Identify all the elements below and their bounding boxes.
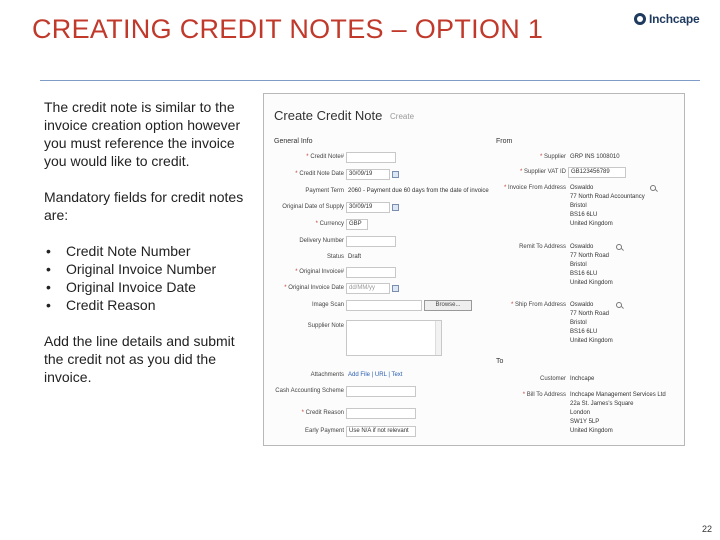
logo-text: Inchcape: [649, 12, 700, 26]
invoice-from-line: United Kingdom: [570, 221, 613, 227]
attachments-links[interactable]: Add File | URL | Text: [348, 372, 403, 378]
calendar-icon[interactable]: [392, 285, 399, 292]
remit-to-line: BS16 6LU: [570, 271, 598, 277]
browse-button[interactable]: Browse...: [424, 300, 472, 311]
invoice-from-line: 77 North Road Accountancy: [570, 194, 645, 200]
credit-reason-label: * Credit Reason: [264, 410, 344, 416]
delivery-number-label: Delivery Number: [299, 238, 344, 244]
delivery-number-input[interactable]: [346, 236, 396, 247]
invoice-from-line: BS16 6LU: [570, 212, 598, 218]
customer-label: Customer: [539, 376, 566, 382]
list-item: • Original Invoice Date: [46, 279, 196, 295]
image-scan-label: Image Scan: [311, 302, 344, 308]
original-date-supply-label: Original Date of Supply: [282, 204, 344, 210]
create-credit-note-screenshot: [263, 93, 685, 446]
intro-text: The credit note is similar to the invoice creation option however you must reference the invoice you would like to credit.: [44, 99, 241, 169]
attachments-label: Attachments: [310, 372, 344, 378]
supplier-note-textarea[interactable]: [346, 320, 442, 356]
invoice-from-line: Bristol: [570, 203, 587, 209]
search-icon[interactable]: [650, 185, 657, 192]
remit-to-label: Remit To Address: [519, 244, 566, 250]
form-title: Create Credit Note: [274, 108, 383, 123]
search-icon[interactable]: [616, 302, 623, 309]
list-item: • Credit Note Number: [46, 243, 191, 259]
bill-to-line: SW1Y 5LP: [570, 419, 600, 425]
credit-note-date-input[interactable]: 30/09/19: [346, 169, 390, 180]
cash-accounting-select[interactable]: [346, 386, 416, 397]
calendar-icon[interactable]: [392, 171, 399, 178]
to-heading: To: [496, 358, 504, 365]
bill-to-label: * Bill To Address: [486, 392, 566, 398]
ship-from-label: * Ship From Address: [486, 302, 566, 308]
currency-select[interactable]: GBP: [346, 219, 368, 230]
customer-value: Inchcape: [570, 376, 595, 382]
outro-text: Add the line details and submit the credit not as you did the invoice.: [44, 333, 235, 385]
remit-to-line: United Kingdom: [570, 280, 613, 286]
title-divider: [40, 80, 700, 81]
original-invoice-date-label: * Original Invoice Date: [264, 285, 344, 291]
image-scan-input[interactable]: [346, 300, 422, 311]
mandatory-intro: Mandatory fields for credit notes are:: [44, 189, 244, 223]
supplier-vat-label: * Supplier VAT ID: [486, 169, 566, 175]
invoice-from-line: Oswaldo: [570, 185, 594, 191]
payment-term-value: 2060 - Payment due 60 days from the date of invoice: [348, 188, 489, 194]
bill-to-line: London: [570, 410, 591, 416]
calendar-icon[interactable]: [392, 204, 399, 211]
original-invoice-date-input[interactable]: dd/MM/yy: [346, 283, 390, 294]
supplier-value: GRP INS 1008010: [570, 154, 620, 160]
ship-from-line: Oswaldo: [570, 302, 594, 308]
original-invoice-input[interactable]: [346, 267, 396, 278]
supplier-note-label: Supplier Note: [307, 323, 344, 329]
ship-from-line: United Kingdom: [570, 338, 613, 344]
inchcape-logo: [634, 12, 699, 26]
bill-to-line: 22a St. James's Square: [570, 401, 634, 407]
list-item: • Credit Reason: [46, 297, 156, 313]
credit-reason-input[interactable]: [346, 408, 416, 419]
ship-from-line: BS16 6LU: [570, 329, 598, 335]
ship-from-line: 77 North Road: [570, 311, 610, 317]
credit-note-date-label: * Credit Note Date: [264, 171, 344, 177]
search-icon[interactable]: [616, 244, 623, 251]
remit-to-line: Bristol: [570, 262, 587, 268]
from-heading: From: [496, 138, 513, 145]
ship-from-line: Bristol: [570, 320, 587, 326]
remit-to-line: 77 North Road: [570, 253, 610, 259]
supplier-vat-input[interactable]: GB123456789: [568, 167, 626, 178]
list-item: • Original Invoice Number: [46, 261, 217, 277]
scrollbar[interactable]: [435, 321, 441, 355]
bill-to-line: United Kingdom: [570, 428, 613, 434]
original-date-supply-input[interactable]: 30/09/19: [346, 202, 390, 213]
original-invoice-label: * Original Invoice#: [264, 269, 344, 275]
status-value: Draft: [348, 254, 362, 260]
remit-to-line: Oswaldo: [570, 244, 594, 250]
instructions-panel: [44, 98, 244, 404]
early-payment-input[interactable]: Use N/A if not relevant: [346, 426, 416, 437]
cash-accounting-label: Cash Accounting Scheme: [275, 388, 344, 394]
payment-term-label: Payment Term: [305, 188, 344, 194]
bill-to-line: Inchcape Management Services Ltd: [570, 392, 666, 398]
early-payment-label: Early Payment: [304, 428, 344, 434]
supplier-label: * Supplier: [486, 154, 566, 160]
logo-icon: [634, 13, 646, 25]
page-number: 22: [701, 524, 712, 534]
form-title-ghost: Create: [390, 112, 415, 121]
slide-title: CREATING CREDIT NOTES – OPTION 1: [32, 14, 544, 44]
currency-label: * Currency: [264, 221, 344, 227]
status-label: Status: [326, 254, 344, 260]
credit-note-number-input[interactable]: [346, 152, 396, 163]
general-info-heading: General Info: [274, 138, 313, 145]
mandatory-fields-list: [44, 242, 244, 314]
invoice-from-label: * Invoice From Address: [486, 185, 566, 191]
credit-note-number-label: * Credit Note#: [264, 154, 344, 160]
